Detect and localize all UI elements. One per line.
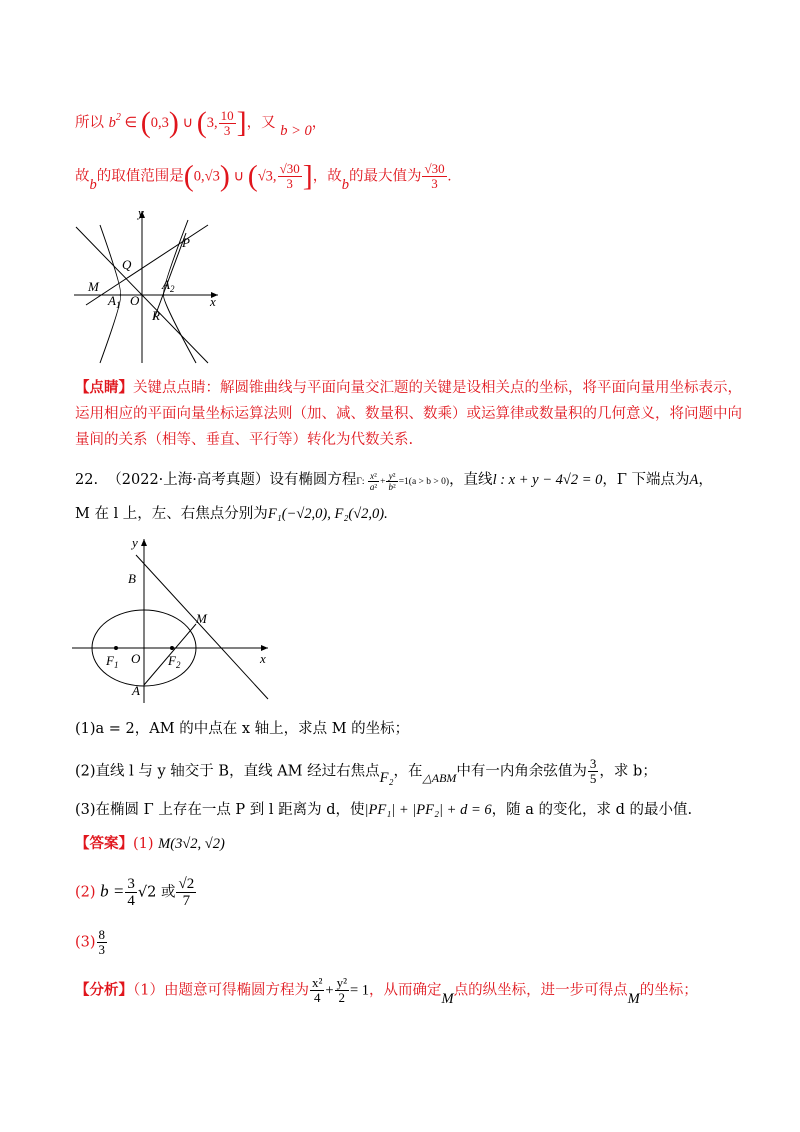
var-b: b <box>89 176 97 193</box>
text: M 在 l 上，左、右焦点分别为 <box>75 506 268 522</box>
frac-sqrt30-3: $\frac{√30}{3}$ <box>279 161 300 191</box>
focus-F1 <box>114 646 118 650</box>
answer-2 <box>75 876 197 909</box>
text: ，故 <box>312 168 342 185</box>
text: ， <box>311 115 327 131</box>
label-M: M <box>88 279 99 294</box>
frac-sqrt30-3: $\frac{√30}{3}$ <box>424 161 445 191</box>
label-P: P <box>182 235 190 250</box>
text: （1）由题意可得椭圆方程为 <box>133 982 309 999</box>
label-F1: $F_1$ <box>106 653 119 670</box>
text: ，随 a 的变化，求 d 的最小值. <box>491 802 693 818</box>
hyperbola-figure <box>68 205 228 365</box>
q-num: (3) <box>75 802 96 818</box>
text: √2 或 <box>137 884 176 901</box>
text: 所以 <box>75 115 104 131</box>
answer-1-value: M(3√2, √2) <box>158 836 225 852</box>
var-b: b <box>341 176 349 193</box>
text: b = <box>100 881 125 901</box>
in-set: ∈ <box>120 115 141 131</box>
dianjing-line-1 <box>75 378 742 398</box>
frac-y2-2: $\frac{\text{y²}}{2}$ <box>336 975 347 1005</box>
text: 的最大值为 <box>348 168 422 185</box>
foci: F₁(−√2,0), F₂(√2,0). <box>267 506 388 522</box>
a-num: (1) <box>133 836 154 852</box>
label-O: O <box>131 651 141 666</box>
label-M: M <box>196 611 207 626</box>
label-R: R <box>152 308 160 323</box>
a-num: (3) <box>75 934 96 951</box>
label-F2: $F_2$ <box>168 653 181 670</box>
text: 关键点点睛：解圆锥曲线与平面向量交汇题的关键是设相关点的坐标，将平面向量用坐标表示， <box>133 380 742 396</box>
question-3 <box>75 800 692 820</box>
line-equation: l : x + y − 4√2 = 0 <box>492 472 603 488</box>
b-squared: $b^2$ <box>108 112 121 131</box>
answer-3 <box>75 928 108 957</box>
q-num: (2) <box>75 763 96 780</box>
text: 运用相应的平面向量坐标运算法则（加、减、数量积、数乘）或运算律或数量积的几何意义，将问题中向 <box>75 406 742 422</box>
solution-line-2: 故b的取值范围是(0,√3) ∪ (√3, $\frac{√30}{3}$ ]，故b的最大值为 $\frac{√30}{3}$ . <box>75 159 452 193</box>
point-M: M <box>627 990 640 1007</box>
frac-3-5: $\frac{3}{5}$ <box>589 756 597 786</box>
point-M: M <box>441 990 454 1007</box>
label-x: x <box>260 651 266 666</box>
text: ，从而确定 <box>369 982 442 999</box>
dianjing-line-3 <box>75 430 413 450</box>
label-y: y <box>132 535 138 550</box>
text: 的坐标； <box>639 982 698 999</box>
label-A1: $A_1$ <box>108 293 121 310</box>
label-Q: Q <box>122 257 132 272</box>
problem-number: 22. <box>75 472 99 488</box>
line-l <box>136 555 268 699</box>
ellipse-equation: Γ: $\frac{\text{x²}}{\text{a²}}$ + $\frac{\text{y²}}{\text{b²}}$ =1(a > b > 0) <box>356 471 450 493</box>
text: a = 2，AM 的中点在 x 轴上，求点 M 的坐标； <box>95 721 410 737</box>
label-A2: $A_2$ <box>162 277 175 294</box>
ellipse-figure <box>68 535 278 705</box>
frac-x2-4: $\frac{\text{x²}}{4}$ <box>311 975 323 1005</box>
question-1 <box>75 719 409 739</box>
frac-8-3: $\frac{8}{3}$ <box>98 927 106 957</box>
analysis-line: 【分析】（1）由题意可得椭圆方程为 $\frac{\text{x²}}{4}$ + $\frac{\text{y²}}{2}$ = 1，从而确定M点的纵坐标，进一步可得点M的坐标； <box>75 975 698 1007</box>
F2: F₂ <box>379 769 394 786</box>
label-x: x <box>210 294 216 309</box>
text: 点的纵坐标，进一步可得点 <box>453 982 628 999</box>
text: 的取值范围是 <box>96 168 184 185</box>
text: 故 <box>75 168 90 185</box>
question-2 <box>75 757 657 786</box>
text: 量间的关系（相等、垂直、平行等）转化为代数关系. <box>75 432 414 448</box>
frac-3-4: $\frac{3}{4}$ <box>127 876 135 909</box>
text: ，直线 <box>449 472 493 488</box>
expression: |PF₁| + |PF₂| + d = 6 <box>364 802 492 818</box>
answer-1 <box>75 834 225 854</box>
a-num: (2) <box>75 884 96 901</box>
answer-tag: 【答案】 <box>75 835 133 852</box>
text: （2022·上海·高考真题）设有椭圆方程 <box>107 472 357 488</box>
text: = 1 <box>349 982 370 999</box>
text: 中有一内角余弦值为 <box>456 763 587 780</box>
dianjing-tag: 【点睛】 <box>75 379 133 396</box>
analysis-tag: 【分析】 <box>75 981 133 999</box>
dianjing-line-2 <box>75 404 742 424</box>
text: ，求 b； <box>599 763 657 780</box>
text: ，又 <box>246 115 276 131</box>
focus-F2 <box>170 646 174 650</box>
label-B: B <box>128 571 136 586</box>
problem-22-line-1: 22. （2022·上海·高考真题）设有椭圆方程Γ: $\frac{\text{x²}}{\text{a²}}$ + $\frac{\text{y²}}{\text{b²}}$ =1(a > b > 0)，直线l : x + y − 4√2 = 0，Γ 下端点为A， <box>75 471 713 493</box>
paren: ( <box>140 106 151 139</box>
problem-22-line-2 <box>75 504 388 524</box>
frac-sqrt2-7: $\frac{√2}{7}$ <box>178 876 195 909</box>
y-axis-arrow <box>141 539 147 546</box>
point-A: A <box>689 472 699 488</box>
text: ，Γ 下端点为 <box>602 472 690 488</box>
text: 直线 l 与 y 轴交于 B，直线 AM 经过右焦点 <box>95 763 380 780</box>
q-num: (1) <box>75 721 96 737</box>
text: 在椭圆 Γ 上存在一点 P 到 l 距离为 d，使 <box>95 802 365 818</box>
label-y: y <box>138 205 144 220</box>
label-A: A <box>132 683 140 698</box>
solution-line-1: 所以 $b^2$ ∈ (0,3) ∪ (3, $\frac{10}{3}$ ]，又 b > 0， <box>75 106 327 139</box>
text: ，在 <box>393 763 423 780</box>
triangle-ABM: △ABM <box>422 770 457 785</box>
label-O: O <box>130 293 140 308</box>
frac-10-3: $\frac{10}{3}$ <box>220 107 234 138</box>
b-positive: b > 0 <box>280 123 312 139</box>
